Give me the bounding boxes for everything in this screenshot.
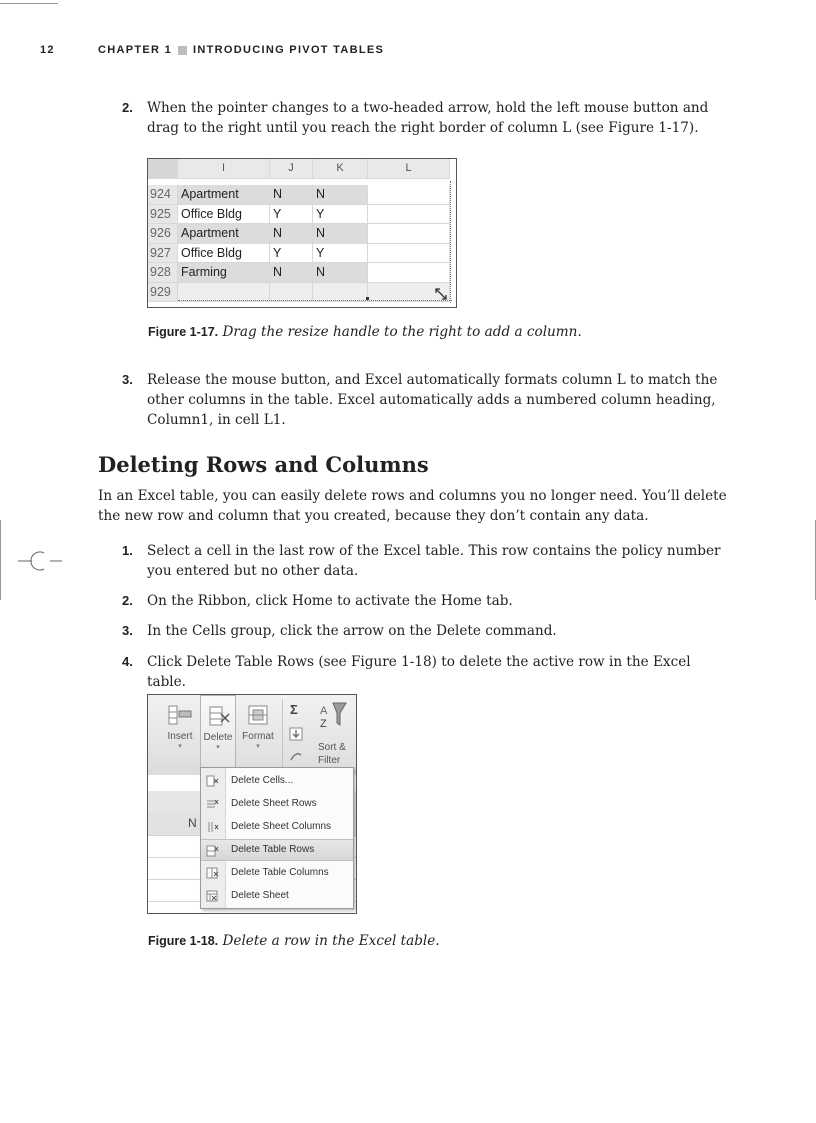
- caption-label: Figure 1-17.: [148, 325, 219, 339]
- row-header[interactable]: 925: [148, 205, 178, 225]
- menu-item-delete-sheet-rows[interactable]: [201, 793, 353, 815]
- figure-1-17-spreadsheet: [147, 158, 457, 308]
- autosum-icon[interactable]: Σ: [290, 702, 298, 717]
- caption-label: Figure 1-18.: [148, 934, 219, 948]
- menu-item-delete-table-columns[interactable]: [201, 862, 353, 884]
- chevron-down-icon: ▾: [256, 743, 260, 750]
- delete-columns-icon: [206, 821, 219, 833]
- step-number: 2.: [122, 100, 133, 115]
- table-cell[interactable]: N: [270, 224, 313, 244]
- crop-mark-top: [0, 3, 58, 4]
- ribbon-cells-group: [148, 695, 356, 776]
- running-head: [40, 44, 384, 56]
- step-number: 2.: [122, 593, 133, 608]
- caption-text: Drag the resize handle to the right to add a column.: [222, 324, 582, 340]
- table-cell[interactable]: N: [270, 263, 313, 283]
- step-text: Click Delete Table Rows (see Figure 1-18) to delete the active row in the Excel table.: [147, 654, 691, 690]
- insert-label: Insert: [167, 731, 193, 742]
- figure-1-18-caption: [148, 933, 440, 949]
- table-cell[interactable]: Y: [313, 205, 368, 225]
- svg-text:A: A: [320, 705, 328, 717]
- step-text: When the pointer changes to a two-headed arrow, hold the left mouse button and drag to the right until you reach the right border of column L (see Figure 1-17).: [147, 100, 709, 136]
- crop-mark-left: [0, 520, 1, 600]
- delete-rows-icon: [206, 798, 219, 810]
- chevron-down-icon: ▾: [178, 743, 182, 750]
- row-header[interactable]: 928: [148, 263, 178, 283]
- insert-button[interactable]: [162, 695, 198, 775]
- table-corner-marker-icon: [366, 297, 369, 300]
- step-number: 3.: [122, 372, 133, 387]
- step-text: Release the mouse button, and Excel automatically formats column L to match the other columns in the table. Excel automatically adds a numbered column heading, Column1, in cell L1.: [147, 372, 718, 428]
- menu-item-delete-table-rows[interactable]: [201, 839, 353, 861]
- column-header-k[interactable]: K: [313, 159, 368, 179]
- table-cell[interactable]: Office Bldg: [178, 244, 270, 264]
- table-cell[interactable]: Y: [270, 205, 313, 225]
- menu-item-label: Delete Cells...: [231, 775, 294, 786]
- step-item: [122, 621, 722, 641]
- format-label: Format: [242, 731, 274, 742]
- section-heading: Deleting Rows and Columns: [98, 452, 429, 477]
- menu-item-label: Delete Sheet: [231, 890, 289, 901]
- table-cell[interactable]: Y: [270, 244, 313, 264]
- row-header[interactable]: 926: [148, 224, 178, 244]
- step-number: 1.: [122, 543, 133, 558]
- row-header[interactable]: 927: [148, 244, 178, 264]
- row-header[interactable]: 924: [148, 185, 178, 205]
- sort-filter-icon[interactable]: [318, 701, 348, 729]
- row-header[interactable]: 929: [148, 283, 178, 303]
- delete-cells-icon: [206, 775, 219, 787]
- table-cell[interactable]: Office Bldg: [178, 205, 270, 225]
- delete-sheet-icon: [206, 890, 219, 902]
- column-header-i[interactable]: I: [178, 159, 270, 179]
- step-number: 3.: [122, 623, 133, 638]
- step-number: 4.: [122, 654, 133, 669]
- step-text: Select a cell in the last row of the Excel table. This row contains the policy number you entered but no other data.: [147, 543, 721, 579]
- chapter-title: INTRODUCING PIVOT TABLES: [193, 44, 385, 56]
- table-cell[interactable]: [368, 244, 450, 264]
- table-cell[interactable]: N: [270, 185, 313, 205]
- step-item: [122, 98, 722, 138]
- step-text: In the Cells group, click the arrow on the Delete command.: [147, 623, 557, 639]
- clear-icon[interactable]: [289, 749, 303, 763]
- menu-item-label: Delete Sheet Rows: [231, 798, 317, 809]
- menu-item-delete-cells[interactable]: [201, 770, 353, 792]
- delete-cells-icon: [204, 704, 232, 728]
- section-intro: In an Excel table, you can easily delete rows and columns you no longer need. You’ll delete the new row and column that you created, because they don’t contain any data.: [98, 488, 727, 524]
- delete-button[interactable]: [200, 695, 236, 775]
- separator-square-icon: [178, 46, 187, 55]
- svg-text:Z: Z: [320, 718, 327, 729]
- menu-item-delete-sheet[interactable]: [201, 885, 353, 907]
- page-number: 12: [40, 44, 55, 56]
- column-header-l[interactable]: L: [368, 159, 450, 179]
- chevron-down-icon: ▾: [216, 744, 220, 751]
- menu-item-delete-sheet-columns[interactable]: [201, 816, 353, 838]
- column-header-j[interactable]: J: [270, 159, 313, 179]
- resize-handle-icon[interactable]: [434, 287, 448, 301]
- chapter-number: CHAPTER 1: [98, 44, 173, 56]
- delete-table-rows-icon: [206, 845, 219, 857]
- format-cells-icon: [244, 703, 272, 727]
- select-all-corner[interactable]: [148, 159, 178, 179]
- caption-text: Delete a row in the Excel table.: [222, 933, 440, 949]
- table-cell[interactable]: [368, 224, 450, 244]
- sort-filter-label-2[interactable]: Filter: [318, 755, 341, 766]
- table-cell[interactable]: [368, 205, 450, 225]
- menu-item-label: Delete Sheet Columns: [231, 821, 332, 832]
- figure-1-17-caption: [148, 324, 582, 340]
- sort-filter-label[interactable]: Sort &: [318, 742, 346, 753]
- figure-1-18-ribbon-menu: [147, 694, 357, 914]
- table-cell[interactable]: Farming: [178, 263, 270, 283]
- step-item: [122, 591, 722, 611]
- step-text: On the Ribbon, click Home to activate the Home tab.: [147, 593, 513, 609]
- format-button[interactable]: [238, 695, 278, 775]
- step-item: [122, 370, 722, 430]
- table-cell[interactable]: Apartment: [178, 185, 270, 205]
- fill-icon[interactable]: [289, 727, 303, 741]
- ribbon-group-separator: [282, 699, 283, 769]
- delete-table-columns-icon: [206, 867, 219, 879]
- insert-cells-icon: [166, 703, 194, 727]
- registration-mark-icon: [18, 549, 62, 573]
- delete-label: Delete: [203, 732, 233, 743]
- table-cell[interactable]: Y: [313, 244, 368, 264]
- delete-dropdown-menu: [200, 767, 354, 909]
- step-item: [122, 652, 722, 692]
- menu-item-label: Delete Table Rows: [231, 844, 315, 855]
- table-cell[interactable]: N: [313, 224, 368, 244]
- menu-item-label: Delete Table Columns: [231, 867, 329, 878]
- table-right-border: [450, 181, 453, 303]
- table-cell[interactable]: [368, 185, 450, 205]
- table-cell[interactable]: [368, 263, 450, 283]
- step-item: [122, 541, 722, 581]
- table-cell[interactable]: N: [313, 185, 368, 205]
- table-cell[interactable]: N: [313, 263, 368, 283]
- sheet-cell[interactable]: N: [188, 816, 197, 830]
- table-cell[interactable]: Apartment: [178, 224, 270, 244]
- table-bottom-border: [178, 300, 452, 301]
